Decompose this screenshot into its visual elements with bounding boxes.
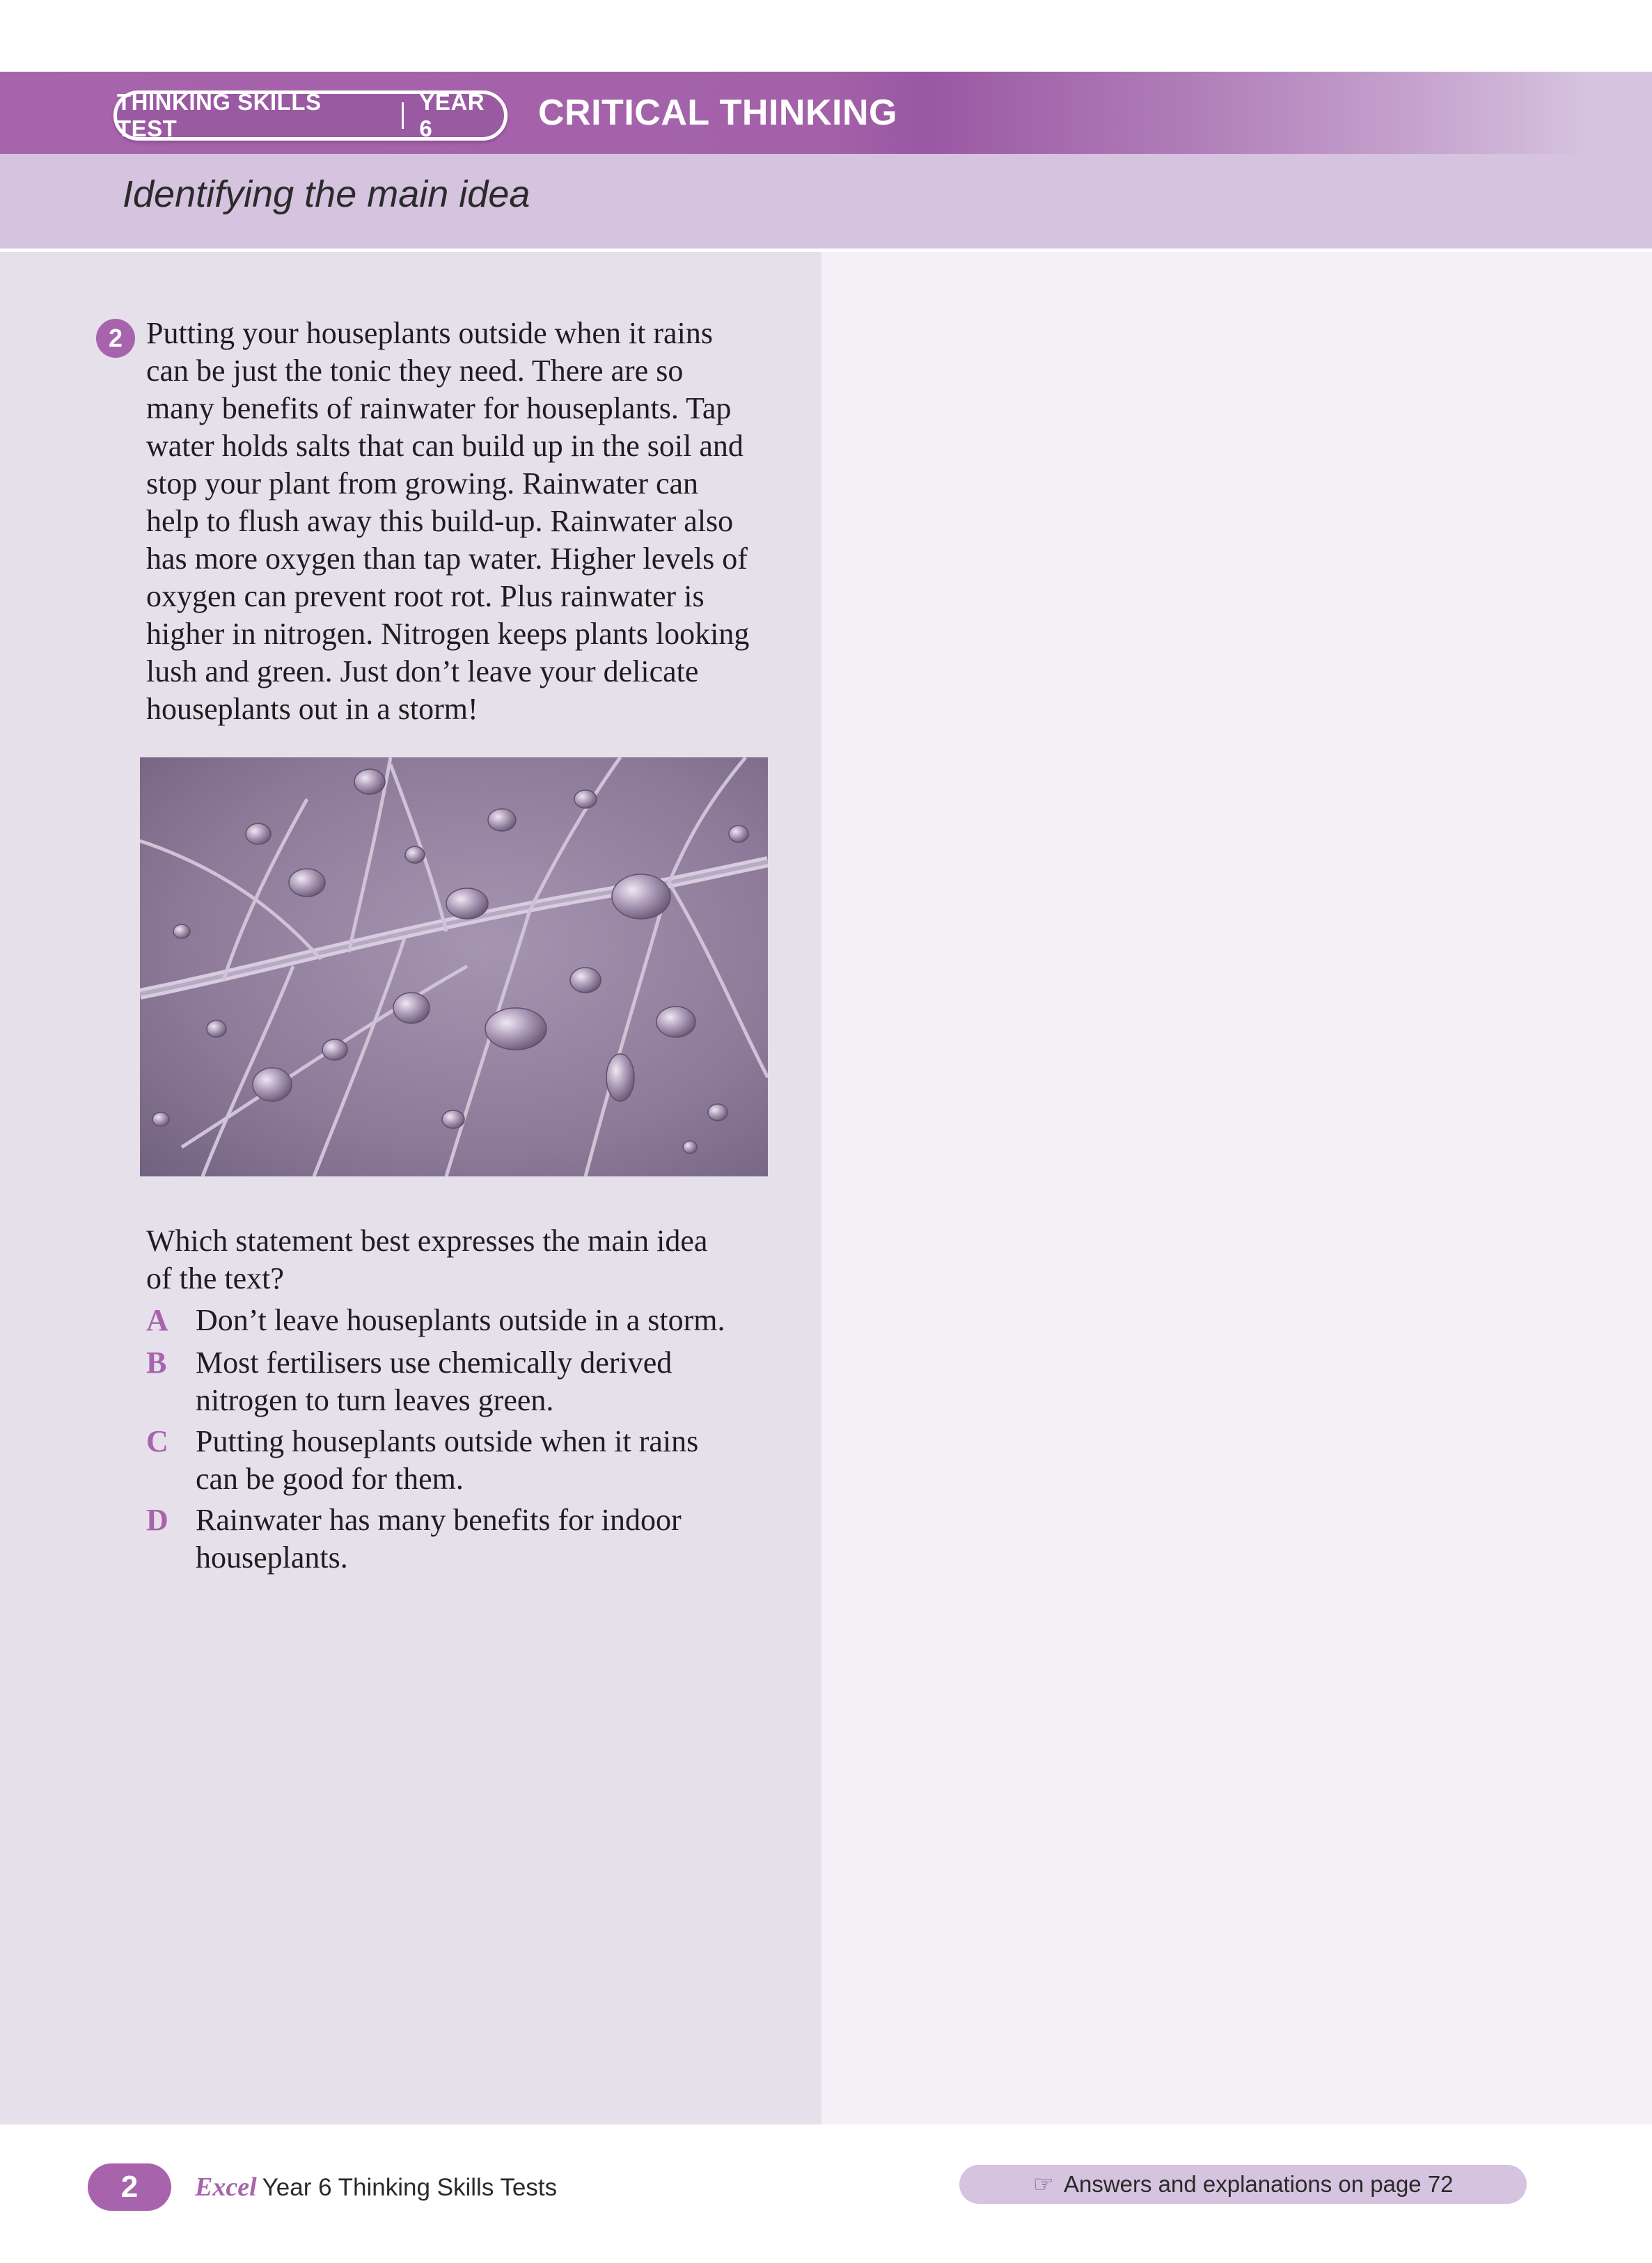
prompt-line: Which statement best expresses the main idea <box>146 1224 708 1258</box>
question-passage <box>146 315 801 728</box>
option-text <box>196 1344 672 1419</box>
option-text <box>196 1302 725 1339</box>
passage-line: oxygen can prevent root rot. Plus rainwater is <box>146 579 705 613</box>
section-title: CRITICAL THINKING <box>538 93 897 133</box>
leaf-raindrops-photo <box>140 757 768 1176</box>
year-label: YEAR 6 <box>419 89 485 141</box>
option-line: can be good for them. <box>196 1462 464 1496</box>
passage-line: has more oxygen than tap water. Higher levels of <box>146 542 748 576</box>
option-letter: D <box>146 1503 168 1537</box>
passage-line: higher in nitrogen. Nitrogen keeps plants looking <box>146 617 750 651</box>
test-label-pill <box>113 90 508 141</box>
answers-text: Answers and explanations on page 72 <box>1063 2171 1454 2197</box>
option-line: Most fertilisers use chemically derived <box>196 1346 672 1380</box>
pill-divider <box>402 102 404 129</box>
question-number-badge: 2 <box>96 319 135 358</box>
passage-line: stop your plant from growing. Rainwater can <box>146 466 699 500</box>
test-label: THINKING SKILLS TEST <box>117 89 322 141</box>
option-letter: C <box>146 1424 168 1458</box>
passage-line: houseplants out in a storm! <box>146 692 478 726</box>
leaf-illustration <box>140 757 768 1176</box>
page-number-badge: 2 <box>88 2163 171 2211</box>
answers-reference <box>959 2165 1527 2204</box>
passage-line: can be just the tonic they need. There are so <box>146 354 684 388</box>
brand-logo: Excel <box>195 2173 257 2202</box>
passage-line: Putting your houseplants outside when it rains <box>146 316 713 350</box>
option-line: Putting houseplants outside when it rains <box>196 1424 699 1458</box>
prompt-line: of the text? <box>146 1261 284 1295</box>
page-subtitle: Identifying the main idea <box>123 173 530 215</box>
option-line: Rainwater has many benefits for indoor <box>196 1503 682 1537</box>
blank-column <box>821 252 1652 2124</box>
passage-line: help to flush away this build-up. Rainwater also <box>146 504 734 538</box>
option-line: Don’t leave houseplants outside in a storm. <box>196 1303 725 1337</box>
option-text <box>196 1501 682 1577</box>
option-letter: A <box>146 1303 168 1337</box>
passage-line: many benefits of rainwater for houseplants. Tap <box>146 391 732 425</box>
option-letter: B <box>146 1346 167 1380</box>
question-prompt <box>146 1222 801 1298</box>
footer-book-title <box>195 2169 557 2205</box>
option-line: houseplants. <box>196 1540 348 1575</box>
pointing-hand-icon: ☞ <box>1032 2170 1054 2198</box>
passage-line: lush and green. Just don’t leave your delicate <box>146 654 699 688</box>
page-header <box>0 72 1652 249</box>
book-title: Year 6 Thinking Skills Tests <box>262 2174 558 2201</box>
option-line: nitrogen to turn leaves green. <box>196 1383 554 1417</box>
header-band <box>0 72 1652 154</box>
passage-line: water holds salts that can build up in the soil and <box>146 429 744 463</box>
option-text <box>196 1423 698 1498</box>
